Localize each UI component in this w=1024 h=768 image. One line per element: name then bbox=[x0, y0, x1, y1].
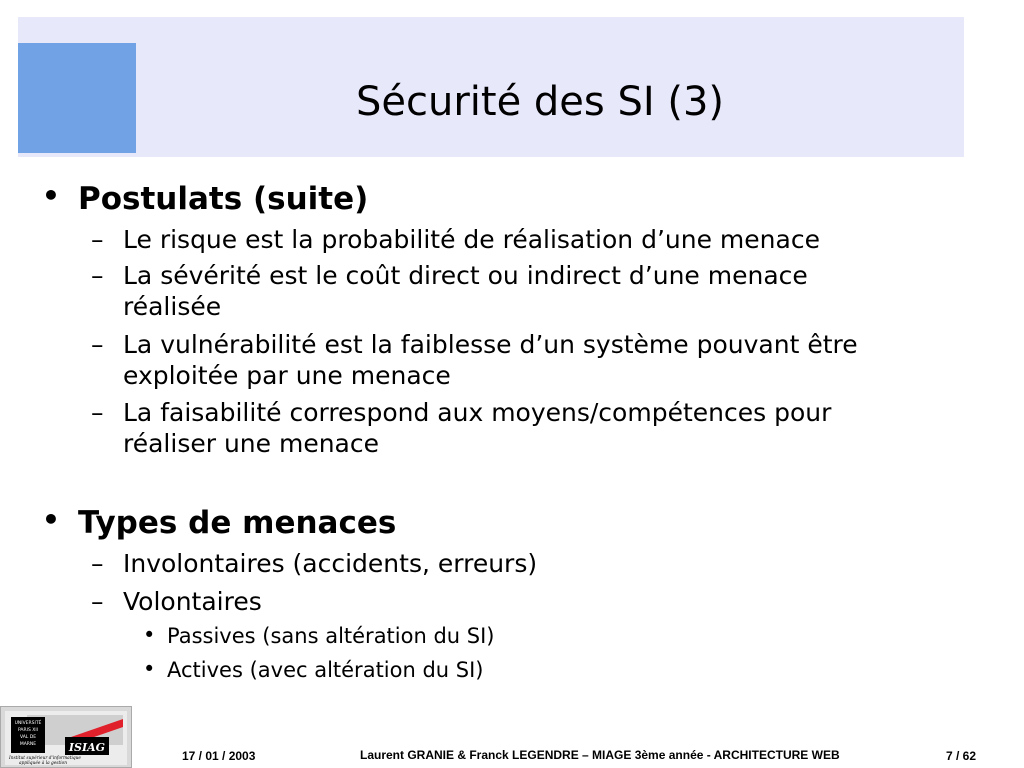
logo-text: PARIS XII bbox=[18, 728, 38, 733]
bullet-marker: • bbox=[42, 179, 60, 212]
footer-page-number: 7 / 62 bbox=[946, 749, 977, 763]
list-item-text: La vulnérabilité est la faiblesse d’un système pouvant être bbox=[123, 330, 858, 359]
dash-marker: – bbox=[91, 549, 104, 578]
slide-title: Sécurité des SI (3) bbox=[355, 79, 725, 125]
bullet-marker: • bbox=[42, 503, 60, 536]
footer-authors: Laurent GRANIE & Franck LEGENDRE – MIAGE 3ème année - ARCHITECTURE WEB bbox=[360, 748, 840, 762]
sub-list-item-text: Passives (sans altération du SI) bbox=[167, 624, 495, 648]
list-item bbox=[91, 586, 983, 617]
list-item bbox=[91, 260, 983, 322]
logo-brand-text: ISIAG bbox=[68, 741, 106, 754]
list-item-text: La faisabilité correspond aux moyens/compétences pour bbox=[123, 398, 832, 427]
list-item-text: Le risque est la probabilité de réalisation d’une menace bbox=[123, 225, 820, 254]
footer-date: 17 / 01 / 2003 bbox=[182, 749, 256, 763]
logo-text: UNIVERSITÉ bbox=[14, 721, 42, 726]
dash-marker: – bbox=[91, 587, 104, 616]
sub-bullet-marker: • bbox=[143, 623, 156, 647]
logo-text: MARNE bbox=[19, 742, 37, 747]
list-item bbox=[91, 397, 983, 459]
dash-marker: – bbox=[91, 398, 104, 427]
sub-bullet-marker: • bbox=[143, 657, 156, 681]
list-item bbox=[91, 548, 983, 579]
dash-marker: – bbox=[91, 330, 104, 359]
logo-tagline: Institut supérieur d'informatique bbox=[9, 756, 81, 761]
list-item-text: Volontaires bbox=[123, 587, 262, 616]
sub-list-item bbox=[143, 623, 495, 649]
university-logo bbox=[0, 706, 132, 768]
list-item bbox=[91, 224, 983, 255]
logo-tagline: appliquée à la gestion bbox=[19, 761, 67, 765]
dash-marker: – bbox=[91, 261, 104, 290]
list-item-text-continued: exploitée par une menace bbox=[123, 361, 451, 390]
section-heading-text: Types de menaces bbox=[78, 505, 397, 541]
section-heading-text: Postulats (suite) bbox=[78, 181, 369, 217]
section-heading-postulats bbox=[42, 179, 369, 217]
list-item-text: La sévérité est le coût direct ou indirect d’une menace bbox=[123, 261, 808, 290]
section-heading-types bbox=[42, 503, 397, 541]
dash-marker: – bbox=[91, 225, 104, 254]
isiag-logo-graphic bbox=[5, 711, 127, 765]
list-item-text: Involontaires (accidents, erreurs) bbox=[123, 549, 538, 578]
list-item-text-continued: réalisée bbox=[123, 292, 222, 321]
list-item bbox=[91, 329, 983, 391]
logo-text: VAL DE bbox=[19, 735, 37, 740]
sub-list-item-text: Actives (avec altération du SI) bbox=[167, 658, 484, 682]
sub-list-item bbox=[143, 657, 484, 683]
list-item-text-continued: réaliser une menace bbox=[123, 429, 379, 458]
